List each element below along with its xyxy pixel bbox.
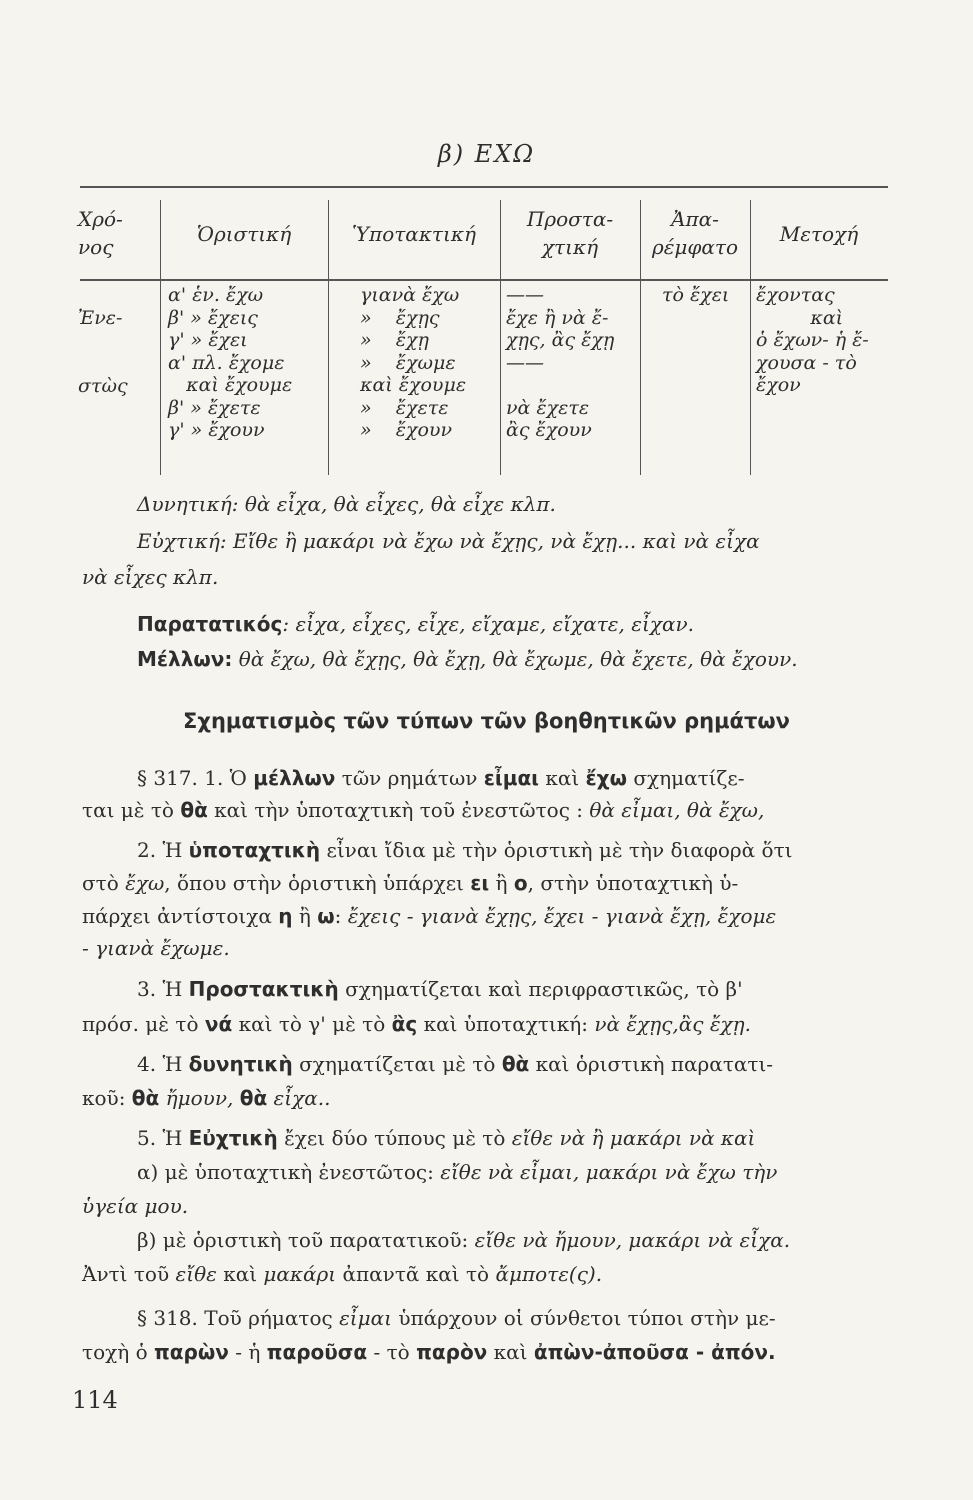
italic-text: εἴθε νὰ εἶμαι, μακάρι νὰ ἔχω τὴν bbox=[440, 1160, 778, 1184]
text: εἶναι ἴδια μὲ τὴν ὁριστικὴ μὲ τὴν διαφορὰ ὅτι bbox=[320, 838, 793, 862]
text: σχηματίζεται καὶ περιφραστικῶς, τὸ β' bbox=[338, 977, 743, 1001]
para-2-line4: - γιανὰ ἔχωμε. bbox=[82, 936, 230, 960]
bold-term: Εὐχτικὴ bbox=[188, 1126, 278, 1150]
paratatikos-text: : εἶχα, εἶχες, εἶχε, εἴχαμε, εἴχατε, εἶχαν. bbox=[282, 612, 694, 636]
header-subjunctive: Ὑποτακτική bbox=[352, 222, 476, 246]
text: Ἀντὶ τοῦ bbox=[82, 1262, 176, 1286]
bold-term: εἶμαι bbox=[483, 766, 539, 790]
italic-text: ἔχω bbox=[125, 871, 165, 895]
bold-term: νά bbox=[204, 1012, 233, 1036]
dynetiki-label: Δυνητική bbox=[137, 492, 232, 516]
text: 3. Ἡ bbox=[137, 977, 189, 1001]
text: ἀπαντᾶ καὶ τὸ bbox=[336, 1262, 496, 1286]
text: ὑπάρχουν οἱ σύνθετοι τύποι στὴν με- bbox=[391, 1306, 776, 1330]
bold-term: θὰ bbox=[239, 1086, 268, 1110]
para-318-line2 bbox=[82, 1338, 776, 1366]
bold-term: θὰ bbox=[501, 1052, 530, 1076]
bold-term: ἔχω bbox=[585, 766, 627, 790]
italic-text: εἴθε bbox=[175, 1262, 217, 1286]
bold-term: Προστακτικὴ bbox=[188, 977, 339, 1001]
cell-infinitive: τὸ ἔχει bbox=[662, 284, 730, 306]
bold-term: ω bbox=[317, 904, 335, 928]
para-5-line1 bbox=[137, 1124, 755, 1152]
bold-term: θὰ bbox=[180, 798, 208, 822]
text: § 318. Τοῦ ρήματος bbox=[137, 1306, 340, 1330]
text: 2. Ἡ bbox=[137, 838, 189, 862]
italic-text: εἶχα.. bbox=[267, 1086, 331, 1110]
text: ἔχει δύο τύπους μὲ τὸ bbox=[277, 1126, 512, 1150]
text: καὶ τὴν ὑποταχτικὴ τοῦ ἐνεστῶτος : bbox=[207, 798, 590, 822]
cell-tense: Ἐνε- στὼς bbox=[78, 307, 128, 397]
para-4-line2 bbox=[82, 1084, 330, 1112]
italic-text: εἴθε νὰ ἢ μακάρι νὰ καὶ bbox=[511, 1126, 756, 1150]
euktiki-label: Εὐχτική bbox=[137, 529, 220, 553]
italic-text: εἶμαι bbox=[339, 1306, 392, 1330]
bold-term: ἂς bbox=[391, 1012, 418, 1036]
mellon-text: θὰ ἔχω, θὰ ἔχῃς, θὰ ἔχῃ, θὰ ἔχωμε, θὰ ἔχετε, θὰ ἔχουν. bbox=[232, 647, 798, 671]
header-tense: Χρό- νος bbox=[78, 207, 123, 259]
text: ται μὲ τὸ bbox=[82, 798, 181, 822]
text: πρόσ. μὲ τὸ bbox=[82, 1012, 205, 1036]
text: ἢ bbox=[489, 871, 514, 895]
text: β) μὲ ὁριστικὴ τοῦ παρατατικοῦ: bbox=[137, 1228, 475, 1252]
text: - ἡ bbox=[228, 1340, 267, 1364]
text: σχηματίζε- bbox=[626, 766, 745, 790]
cell-subjunctive: γιανὰ ἔχω » ἔχῃς » ἔχῃ » ἔχωμε καὶ ἔχουμε » ἔχετε » ἔχουν bbox=[360, 284, 467, 441]
section-title: β) ΕΧΩ bbox=[437, 140, 536, 168]
para-5-line3: ὑγεία μου. bbox=[82, 1194, 189, 1218]
paratatikos-label: Παρατατικός bbox=[137, 612, 283, 636]
mellon-line bbox=[137, 645, 798, 673]
para-3-line1 bbox=[137, 975, 743, 1003]
bold-term: παρὼν bbox=[153, 1340, 229, 1364]
text: πάρχει ἀντίστοιχα bbox=[82, 904, 279, 928]
mellon-label: Μέλλων: bbox=[137, 647, 233, 671]
table-top-rule bbox=[80, 186, 888, 188]
text: καὶ τὸ γ' μὲ τὸ bbox=[232, 1012, 392, 1036]
para-2-line2 bbox=[82, 869, 738, 897]
text: , ὅπου στὴν ὁριστικὴ ὑπάρχει bbox=[164, 871, 471, 895]
para-317-line2 bbox=[82, 796, 764, 824]
italic-text: νὰ ἔχῃς,ἂς ἔχῃ. bbox=[594, 1012, 752, 1036]
para-2-line1 bbox=[137, 836, 792, 864]
italic-text: θὰ εἶμαι, θὰ ἔχω, bbox=[589, 798, 765, 822]
text: : bbox=[334, 904, 348, 928]
para-5-line2 bbox=[137, 1158, 777, 1186]
text: τοχὴ ὁ bbox=[82, 1340, 154, 1364]
text: καὶ ὁριστικὴ παρατατι- bbox=[529, 1052, 774, 1076]
euktiki-line bbox=[137, 527, 760, 555]
text: , στὴν ὑποταχτικὴ ὑ- bbox=[527, 871, 739, 895]
italic-text: ἄμποτε(ς). bbox=[495, 1262, 603, 1286]
text: σχηματίζεται μὲ τὸ bbox=[292, 1052, 502, 1076]
euktiki-text: : Εἴθε ἢ μακάρι νὰ ἔχω νὰ ἔχῃς, νὰ ἔχῃ... καὶ νὰ εἶχα bbox=[219, 529, 760, 553]
para-2-line3 bbox=[82, 902, 776, 930]
text: 4. Ἡ bbox=[137, 1052, 189, 1076]
text: τῶν ρημάτων bbox=[335, 766, 484, 790]
bold-term: παροῦσα bbox=[266, 1340, 368, 1364]
para-4-line1 bbox=[137, 1050, 773, 1078]
bold-term: ὑποταχτικὴ bbox=[188, 838, 321, 862]
bold-term: παρὸν bbox=[416, 1340, 488, 1364]
bold-term: ο bbox=[513, 871, 528, 895]
section-heading: Σχηματισμὸς τῶν τύπων τῶν βοηθητικῶν ρημάτων bbox=[183, 709, 790, 733]
cell-indicative: α' ἑν. ἔχω β' » ἔχεις γ' » ἔχει α' πλ. ἔχομε καὶ ἔχουμε β' » ἔχετε γ' » ἔχουν bbox=[168, 284, 293, 441]
cell-participle: ἔχοντας καὶ ὁ ἔχων- ἡ ἔ- χουσα - τὸ ἔχον bbox=[756, 284, 869, 396]
text: στὸ bbox=[82, 871, 126, 895]
bold-term: ἀπὼν-ἀποῦσα - ἀπόν. bbox=[533, 1340, 776, 1364]
text: καὶ ὑποταχτική: bbox=[417, 1012, 595, 1036]
text: καὶ bbox=[538, 766, 586, 790]
text: α) μὲ ὑποταχτικὴ ἐνεστῶτος: bbox=[137, 1160, 441, 1184]
bold-term: ει bbox=[470, 871, 490, 895]
para-317-line1 bbox=[137, 764, 744, 792]
para-318-line1 bbox=[137, 1304, 776, 1332]
italic-text: ἤμουν, bbox=[159, 1086, 240, 1110]
paratatikos-line bbox=[137, 610, 694, 638]
bold-term: δυνητικὴ bbox=[188, 1052, 293, 1076]
bold-term: μέλλων bbox=[253, 766, 336, 790]
header-participle: Μετοχή bbox=[779, 222, 859, 246]
dynetiki-text: : θὰ εἶχα, θὰ εἶχες, θὰ εἶχε κλπ. bbox=[231, 492, 556, 516]
euktiki-continuation: νὰ εἶχες κλπ. bbox=[82, 565, 219, 589]
para-5-line5 bbox=[82, 1260, 602, 1288]
italic-text: μακάρι bbox=[263, 1262, 337, 1286]
text: καὶ bbox=[216, 1262, 264, 1286]
text: 5. Ἡ bbox=[137, 1126, 189, 1150]
header-infinitive: Ἀπα- ρέμφατο bbox=[651, 207, 739, 259]
dynetiki-line bbox=[137, 490, 556, 518]
para-5-line4 bbox=[137, 1226, 790, 1254]
bold-term: θὰ bbox=[131, 1086, 160, 1110]
text: καὶ bbox=[487, 1340, 534, 1364]
table-header-rule bbox=[80, 279, 888, 281]
para-3-line2 bbox=[82, 1010, 751, 1038]
text: - τὸ bbox=[367, 1340, 417, 1364]
header-imperative: Προστα- χτική bbox=[526, 207, 614, 259]
text: § 317. 1. Ὁ bbox=[137, 766, 254, 790]
cell-imperative: —— ἔχε ἢ νὰ ἔ- χῃς, ἂς ἔχῃ —— νὰ ἔχετε ἂς ἔχουν bbox=[506, 284, 615, 441]
italic-text: εἴθε νὰ ἤμουν, μακάρι νὰ εἶχα. bbox=[474, 1228, 791, 1252]
header-indicative: Ὁριστική bbox=[196, 222, 292, 246]
page-number: 114 bbox=[72, 1386, 118, 1414]
bold-term: η bbox=[278, 904, 293, 928]
italic-text: ἔχεις - γιανὰ ἔχῃς, ἔχει - γιανὰ ἔχῃ, ἔχομε bbox=[347, 904, 777, 928]
text: ἢ bbox=[292, 904, 318, 928]
text: κοῦ: bbox=[82, 1086, 132, 1110]
